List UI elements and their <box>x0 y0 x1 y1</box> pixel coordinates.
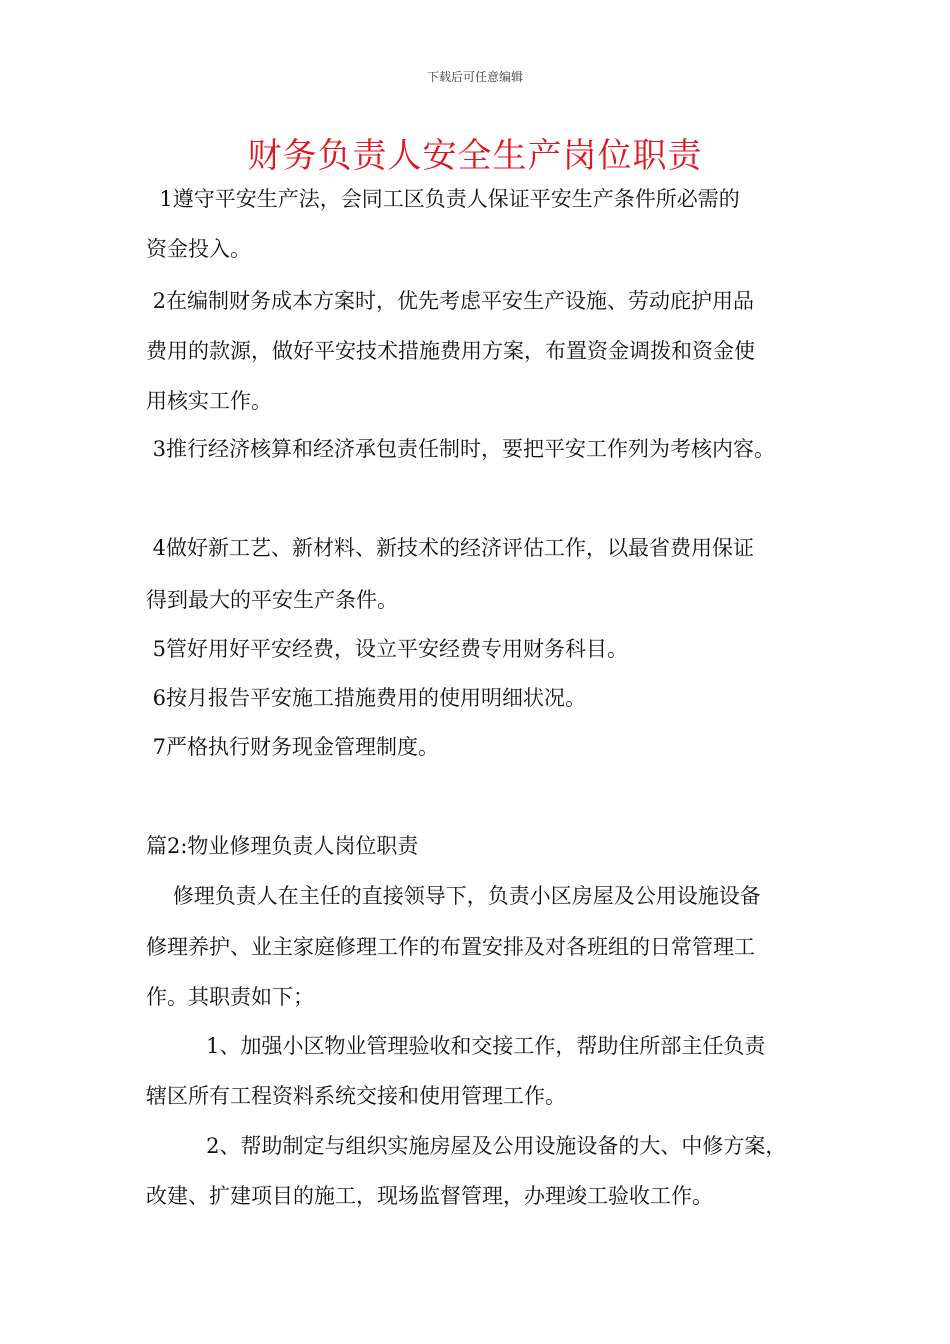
body-line: 7严格执行财务现金管理制度。 <box>146 735 440 759</box>
body-line: 3推行经济核算和经济承包责任制时，要把平安工作列为考核内容。 <box>146 437 776 461</box>
body-line: 用核实工作。 <box>146 389 272 413</box>
body-line: 2在编制财务成本方案时，优先考虑平安生产设施、劳动庇护用品 <box>146 289 755 313</box>
body-line: 辖区所有工程资料系统交接和使用管理工作。 <box>146 1084 566 1108</box>
document-title: 财务负责人安全生产岗位职责 <box>247 136 703 176</box>
body-line: 资金投入。 <box>146 237 251 261</box>
body-line: 2、帮助制定与组织实施房屋及公用设施设备的大、中修方案， <box>146 1134 787 1158</box>
body-line: 费用的款源，做好平安技术措施费用方案，布置资金调拨和资金使 <box>146 339 755 363</box>
body-line: 4做好新工艺、新材料、新技术的经济评估工作，以最省费用保证 <box>146 536 755 560</box>
body-line: 修理负责人在主任的直接领导下，负责小区房屋及公用设施设备 <box>146 884 761 908</box>
body-line: 6按月报告平安施工措施费用的使用明细状况。 <box>146 686 587 710</box>
section-heading: 篇2:物业修理负责人岗位职责 <box>146 834 419 858</box>
body-line: 作。其职责如下； <box>146 985 314 1009</box>
body-line: 得到最大的平安生产条件。 <box>146 588 398 612</box>
body-line: 5管好用好平安经费，设立平安经费专用财务科目。 <box>146 637 629 661</box>
body-line: 改建、扩建项目的施工，现场监督管理，办理竣工验收工作。 <box>146 1184 713 1208</box>
body-line: 1、加强小区物业管理验收和交接工作，帮助住所部主任负责 <box>146 1034 766 1058</box>
header-note: 下载后可任意编辑 <box>426 70 523 84</box>
body-line: 1遵守平安生产法，会同工区负责人保证平安生产条件所必需的 <box>146 187 740 211</box>
body-line: 修理养护、业主家庭修理工作的布置安排及对各班组的日常管理工 <box>146 935 755 959</box>
